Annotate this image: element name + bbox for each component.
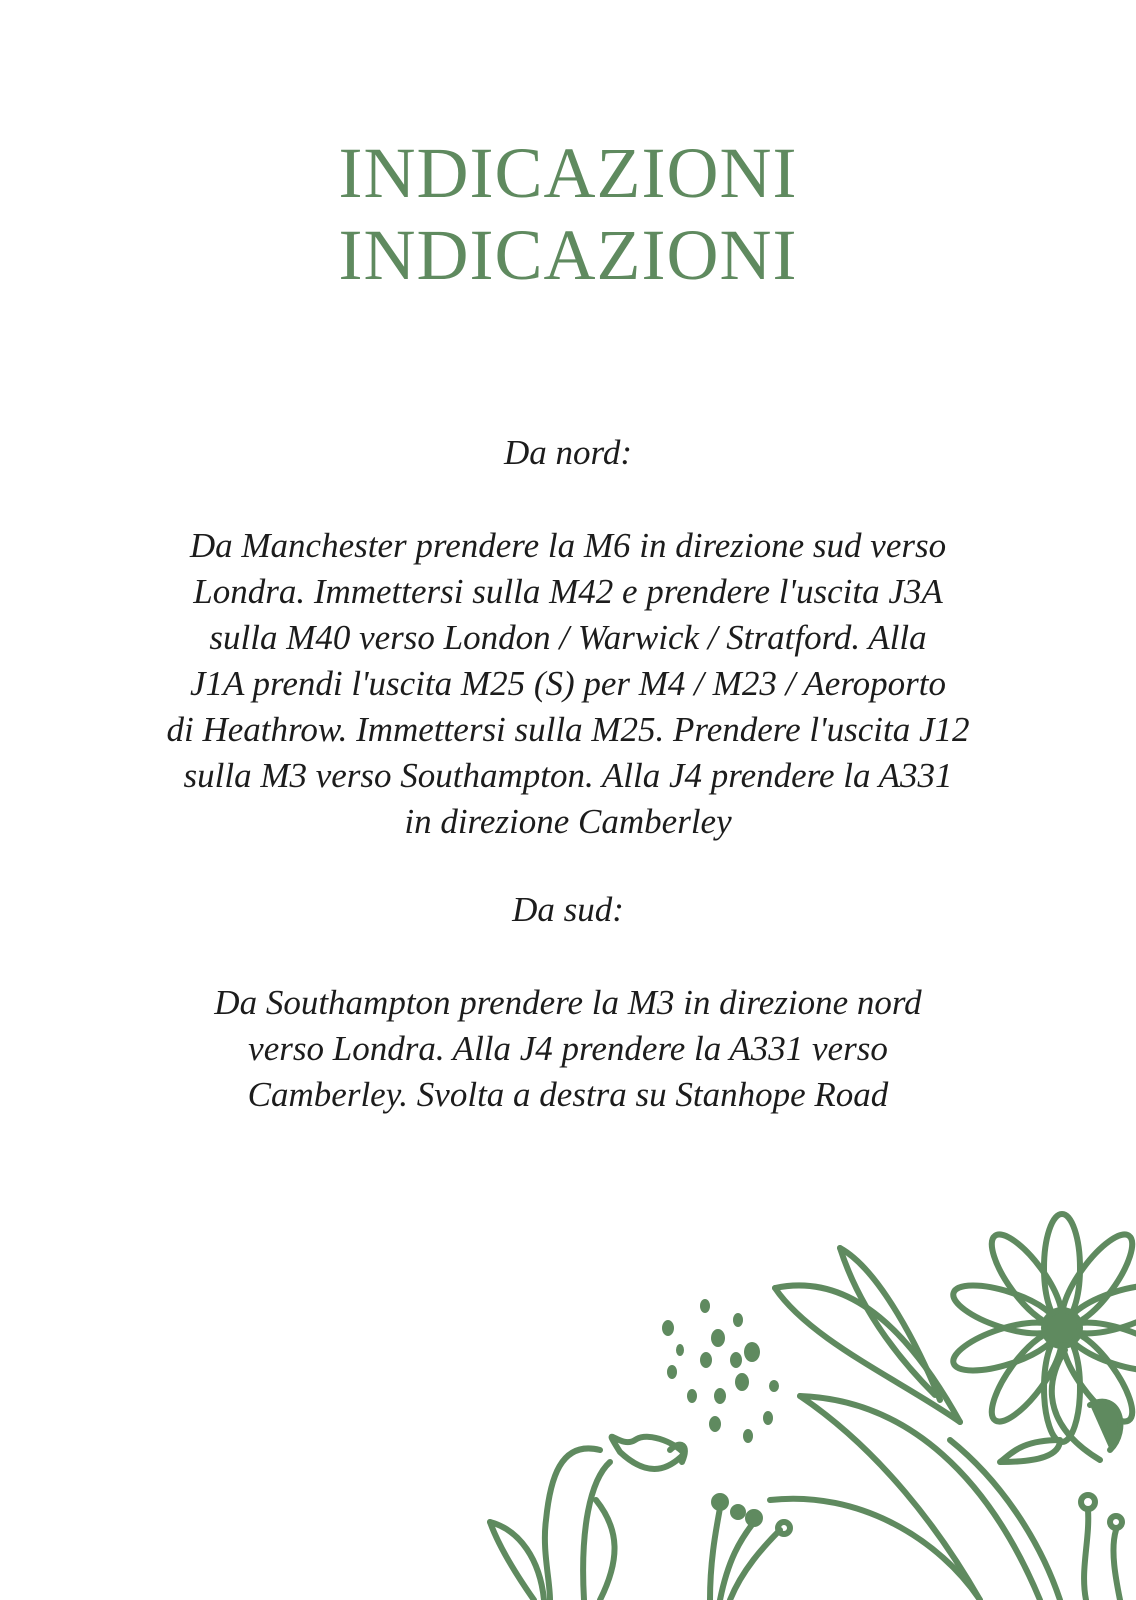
north-line: in direzione Camberley [404, 802, 732, 841]
north-directions [138, 523, 998, 845]
north-heading: Da nord: [503, 433, 632, 472]
dots-icon [662, 1299, 779, 1443]
title-line-2: INDICAZIONI [338, 215, 798, 295]
north-line: di Heathrow. Immettersi sulla M25. Prendere l'uscita J12 [166, 710, 970, 749]
south-heading: Da sud: [512, 890, 624, 929]
north-line: sulla M40 verso London / Warwick / Stratford. Alla [209, 618, 927, 657]
title-line-1: INDICAZIONI [338, 133, 798, 213]
north-line: sulla M3 verso Southampton. Alla J4 prendere la A331 [183, 756, 953, 795]
north-line: J1A prendi l'uscita M25 (S) per M4 / M23 / Aeroporto [189, 664, 946, 703]
sprig-icon [710, 1496, 790, 1600]
floral-illustration-icon [480, 1200, 1136, 1600]
south-directions [138, 980, 998, 1118]
page-title [0, 132, 1136, 296]
north-line: Da Manchester prendere la M6 in direzione sud verso [189, 526, 947, 565]
south-line: Da Southampton prendere la M3 in direzione nord [214, 983, 922, 1022]
south-line: verso Londra. Alla J4 prendere la A331 verso [248, 1029, 888, 1068]
north-line: Londra. Immettersi sulla M42 e prendere l'uscita J3A [193, 572, 943, 611]
bellflower-icon [545, 1437, 685, 1600]
south-line: Camberley. Svolta a destra su Stanhope Road [247, 1075, 889, 1114]
